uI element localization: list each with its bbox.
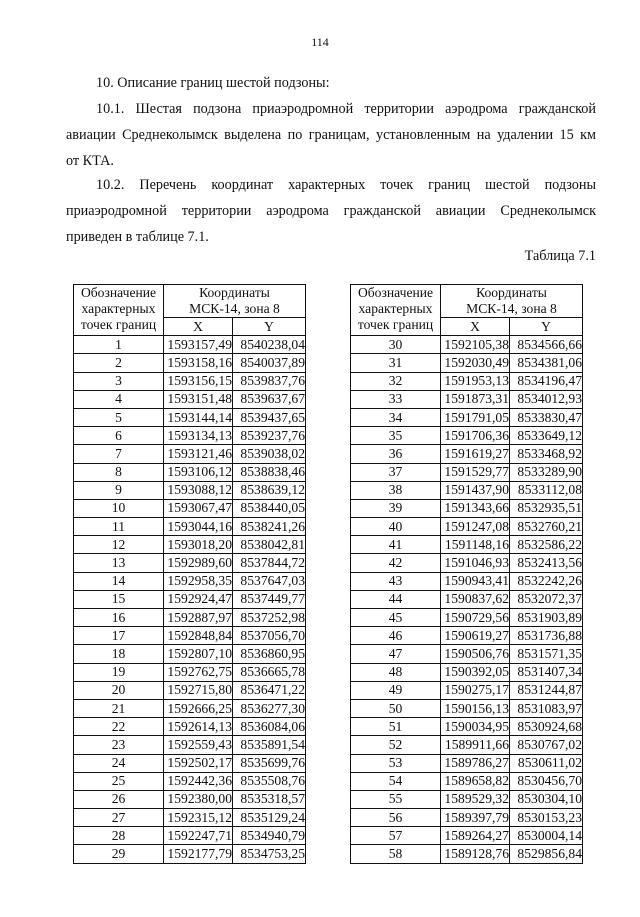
point-number: 43 bbox=[351, 572, 441, 590]
point-number: 54 bbox=[351, 772, 441, 790]
header-name-line: характерных bbox=[81, 301, 156, 316]
point-number: 9 bbox=[74, 481, 164, 499]
coord-y: 8530304,10 bbox=[510, 790, 583, 808]
table-row bbox=[351, 754, 583, 772]
table-row bbox=[74, 499, 306, 517]
header-name-line: точек границ bbox=[357, 317, 434, 332]
coord-y: 8532242,26 bbox=[510, 572, 583, 590]
coord-y: 8530611,02 bbox=[510, 754, 583, 772]
point-number: 2 bbox=[74, 354, 164, 372]
coord-x: 1592177,79 bbox=[164, 845, 233, 863]
coord-y: 8531407,34 bbox=[510, 663, 583, 681]
point-number: 41 bbox=[351, 536, 441, 554]
point-number: 3 bbox=[74, 372, 164, 390]
coord-x: 1591791,05 bbox=[441, 408, 510, 426]
point-number: 14 bbox=[74, 572, 164, 590]
coord-y: 8539837,76 bbox=[233, 372, 306, 390]
table-row bbox=[351, 590, 583, 608]
coord-y: 8536084,06 bbox=[233, 718, 306, 736]
coord-x: 1589911,66 bbox=[441, 736, 510, 754]
coord-x: 1589397,79 bbox=[441, 809, 510, 827]
coord-x: 1591437,90 bbox=[441, 481, 510, 499]
coord-x: 1592315,12 bbox=[164, 809, 233, 827]
coord-x: 1590034,95 bbox=[441, 718, 510, 736]
table-row bbox=[351, 645, 583, 663]
point-number: 20 bbox=[74, 681, 164, 699]
coord-x: 1593088,12 bbox=[164, 481, 233, 499]
coord-x: 1592442,36 bbox=[164, 772, 233, 790]
table-row bbox=[351, 627, 583, 645]
coord-y: 8537647,03 bbox=[233, 572, 306, 590]
table-row bbox=[351, 609, 583, 627]
table-row bbox=[74, 590, 306, 608]
point-number: 31 bbox=[351, 354, 441, 372]
table-row bbox=[74, 408, 306, 426]
header-y: Y bbox=[510, 318, 583, 336]
table-row bbox=[351, 445, 583, 463]
coord-x: 1589264,27 bbox=[441, 827, 510, 845]
point-number: 30 bbox=[351, 336, 441, 354]
table-row bbox=[351, 408, 583, 426]
coord-y: 8530456,70 bbox=[510, 772, 583, 790]
table-row bbox=[74, 772, 306, 790]
coord-y: 8532586,22 bbox=[510, 536, 583, 554]
coord-x: 1593156,15 bbox=[164, 372, 233, 390]
point-number: 16 bbox=[74, 609, 164, 627]
coord-x: 1590392,05 bbox=[441, 663, 510, 681]
point-number: 17 bbox=[74, 627, 164, 645]
header-coords-line: Координаты bbox=[476, 285, 547, 300]
left-table-body bbox=[74, 336, 306, 863]
coord-y: 8532935,51 bbox=[510, 499, 583, 517]
coord-x: 1591343,66 bbox=[441, 499, 510, 517]
coord-y: 8536277,30 bbox=[233, 699, 306, 717]
table-row bbox=[74, 481, 306, 499]
header-name-line: Обозначение bbox=[357, 285, 434, 300]
header-name-line: Обозначение bbox=[80, 285, 157, 300]
table-row bbox=[351, 736, 583, 754]
coord-x: 1592380,00 bbox=[164, 790, 233, 808]
coord-y: 8537449,77 bbox=[233, 590, 306, 608]
table-row bbox=[74, 463, 306, 481]
table-row bbox=[74, 390, 306, 408]
coord-x: 1590506,76 bbox=[441, 645, 510, 663]
coord-x: 1589128,76 bbox=[441, 845, 510, 863]
coord-x: 1592030,49 bbox=[441, 354, 510, 372]
table-row bbox=[74, 572, 306, 590]
header-coords-line: МСК-14, зона 8 bbox=[189, 301, 280, 316]
coord-y: 8530004,14 bbox=[510, 827, 583, 845]
header-coords-line: Координаты bbox=[199, 285, 270, 300]
table-row bbox=[74, 663, 306, 681]
paragraph-line: 10.2. Перечень координат характерных точек границ шестой подзоны bbox=[96, 177, 596, 193]
point-number: 4 bbox=[74, 390, 164, 408]
coord-x: 1593044,16 bbox=[164, 518, 233, 536]
coord-x: 1592715,80 bbox=[164, 681, 233, 699]
coord-y: 8539437,65 bbox=[233, 408, 306, 426]
paragraph-10-1 bbox=[66, 96, 596, 174]
coord-x: 1592848,84 bbox=[164, 627, 233, 645]
coord-x: 1593151,48 bbox=[164, 390, 233, 408]
point-number: 27 bbox=[74, 809, 164, 827]
coord-x: 1591529,77 bbox=[441, 463, 510, 481]
coord-y: 8534196,47 bbox=[510, 372, 583, 390]
point-number: 37 bbox=[351, 463, 441, 481]
coord-y: 8531571,35 bbox=[510, 645, 583, 663]
table-row bbox=[74, 809, 306, 827]
point-number: 34 bbox=[351, 408, 441, 426]
section-heading-text: 10. Описание границ шестой подзоны: bbox=[96, 75, 330, 91]
point-number: 39 bbox=[351, 499, 441, 517]
point-number: 6 bbox=[74, 427, 164, 445]
coord-y: 8536860,95 bbox=[233, 645, 306, 663]
coord-x: 1593157,49 bbox=[164, 336, 233, 354]
point-number: 1 bbox=[74, 336, 164, 354]
point-number: 58 bbox=[351, 845, 441, 863]
table-row bbox=[351, 354, 583, 372]
point-number: 10 bbox=[74, 499, 164, 517]
table-caption: Таблица 7.1 bbox=[524, 248, 596, 264]
coord-x: 1593106,12 bbox=[164, 463, 233, 481]
coord-y: 8531244,87 bbox=[510, 681, 583, 699]
header-x: X bbox=[441, 318, 510, 336]
header-point-name bbox=[74, 285, 164, 336]
coord-x: 1590156,13 bbox=[441, 699, 510, 717]
table-row bbox=[351, 390, 583, 408]
point-number: 44 bbox=[351, 590, 441, 608]
table-row bbox=[351, 718, 583, 736]
coord-x: 1589786,27 bbox=[441, 754, 510, 772]
coord-x: 1592666,25 bbox=[164, 699, 233, 717]
table-row bbox=[351, 572, 583, 590]
table-row bbox=[351, 336, 583, 354]
table-row bbox=[74, 790, 306, 808]
table-row bbox=[351, 518, 583, 536]
point-number: 22 bbox=[74, 718, 164, 736]
coord-y: 8540037,89 bbox=[233, 354, 306, 372]
coord-x: 1592105,38 bbox=[441, 336, 510, 354]
coord-x: 1593134,13 bbox=[164, 427, 233, 445]
coord-y: 8530153,23 bbox=[510, 809, 583, 827]
coord-y: 8530767,02 bbox=[510, 736, 583, 754]
table-row bbox=[351, 699, 583, 717]
table-row bbox=[74, 445, 306, 463]
table-row bbox=[351, 427, 583, 445]
coord-y: 8532413,56 bbox=[510, 554, 583, 572]
point-number: 7 bbox=[74, 445, 164, 463]
table-row bbox=[74, 536, 306, 554]
table-row bbox=[74, 681, 306, 699]
point-number: 18 bbox=[74, 645, 164, 663]
coord-x: 1591873,31 bbox=[441, 390, 510, 408]
coord-x: 1592559,43 bbox=[164, 736, 233, 754]
coord-y: 8529856,84 bbox=[510, 845, 583, 863]
coord-x: 1592762,75 bbox=[164, 663, 233, 681]
table-row bbox=[351, 481, 583, 499]
coord-y: 8535318,57 bbox=[233, 790, 306, 808]
point-number: 35 bbox=[351, 427, 441, 445]
table-row bbox=[351, 790, 583, 808]
point-number: 51 bbox=[351, 718, 441, 736]
table-row bbox=[351, 499, 583, 517]
coord-x: 1593144,14 bbox=[164, 408, 233, 426]
coord-y: 8534012,93 bbox=[510, 390, 583, 408]
point-number: 57 bbox=[351, 827, 441, 845]
coord-x: 1590275,17 bbox=[441, 681, 510, 699]
point-number: 28 bbox=[74, 827, 164, 845]
coord-x: 1592958,35 bbox=[164, 572, 233, 590]
coord-x: 1592924,47 bbox=[164, 590, 233, 608]
point-number: 23 bbox=[74, 736, 164, 754]
coordinates-table-right bbox=[350, 284, 583, 864]
header-name-line: точек границ bbox=[80, 317, 157, 332]
coord-x: 1592614,13 bbox=[164, 718, 233, 736]
paragraph-line: авиации Среднеколымск выделена по границам, установленным на удалении 15 км bbox=[66, 127, 596, 143]
coord-x: 1592887,97 bbox=[164, 609, 233, 627]
header-x: X bbox=[164, 318, 233, 336]
coord-x: 1593018,20 bbox=[164, 536, 233, 554]
header-y: Y bbox=[233, 318, 306, 336]
coord-y: 8530924,68 bbox=[510, 718, 583, 736]
point-number: 12 bbox=[74, 536, 164, 554]
point-number: 55 bbox=[351, 790, 441, 808]
table-row bbox=[351, 554, 583, 572]
coord-x: 1590619,27 bbox=[441, 627, 510, 645]
coord-y: 8534381,06 bbox=[510, 354, 583, 372]
coord-y: 8531736,88 bbox=[510, 627, 583, 645]
coord-x: 1592247,71 bbox=[164, 827, 233, 845]
table-row bbox=[74, 427, 306, 445]
coord-y: 8532760,21 bbox=[510, 518, 583, 536]
coord-y: 8539038,02 bbox=[233, 445, 306, 463]
paragraph-line: приаэродромной территории аэродрома гражданской авиации Среднеколымск bbox=[66, 203, 596, 219]
table-row bbox=[351, 372, 583, 390]
point-number: 42 bbox=[351, 554, 441, 572]
header-coordinates bbox=[164, 285, 306, 318]
table-row bbox=[74, 827, 306, 845]
paragraph-line: от КТА. bbox=[66, 153, 114, 169]
coord-y: 8534566,66 bbox=[510, 336, 583, 354]
coord-x: 1592502,17 bbox=[164, 754, 233, 772]
coord-x: 1591953,13 bbox=[441, 372, 510, 390]
coord-x: 1591046,93 bbox=[441, 554, 510, 572]
point-number: 48 bbox=[351, 663, 441, 681]
table-row bbox=[74, 699, 306, 717]
paragraph-line: приведен в таблице 7.1. bbox=[66, 229, 209, 245]
point-number: 47 bbox=[351, 645, 441, 663]
coord-x: 1590943,41 bbox=[441, 572, 510, 590]
coord-y: 8538042,81 bbox=[233, 536, 306, 554]
point-number: 50 bbox=[351, 699, 441, 717]
coord-y: 8533649,12 bbox=[510, 427, 583, 445]
point-number: 11 bbox=[74, 518, 164, 536]
coord-y: 8537056,70 bbox=[233, 627, 306, 645]
table-row bbox=[74, 845, 306, 863]
coord-x: 1593121,46 bbox=[164, 445, 233, 463]
header-coordinates bbox=[441, 285, 583, 318]
coord-x: 1589658,82 bbox=[441, 772, 510, 790]
point-number: 29 bbox=[74, 845, 164, 863]
point-number: 26 bbox=[74, 790, 164, 808]
coord-x: 1590837,62 bbox=[441, 590, 510, 608]
coord-y: 8536665,78 bbox=[233, 663, 306, 681]
coord-y: 8539237,76 bbox=[233, 427, 306, 445]
table-row bbox=[74, 372, 306, 390]
point-number: 52 bbox=[351, 736, 441, 754]
coord-y: 8539637,67 bbox=[233, 390, 306, 408]
table-row bbox=[351, 463, 583, 481]
right-table-body bbox=[351, 336, 583, 863]
coord-y: 8536471,22 bbox=[233, 681, 306, 699]
coord-y: 8535508,76 bbox=[233, 772, 306, 790]
point-number: 21 bbox=[74, 699, 164, 717]
coord-y: 8533830,47 bbox=[510, 408, 583, 426]
coord-y: 8538838,46 bbox=[233, 463, 306, 481]
point-number: 15 bbox=[74, 590, 164, 608]
table-row bbox=[351, 772, 583, 790]
coord-y: 8537844,72 bbox=[233, 554, 306, 572]
coord-y: 8537252,98 bbox=[233, 609, 306, 627]
point-number: 5 bbox=[74, 408, 164, 426]
point-number: 56 bbox=[351, 809, 441, 827]
coord-y: 8540238,04 bbox=[233, 336, 306, 354]
coord-x: 1591706,36 bbox=[441, 427, 510, 445]
table-row bbox=[74, 754, 306, 772]
coord-x: 1592807,10 bbox=[164, 645, 233, 663]
point-number: 13 bbox=[74, 554, 164, 572]
coord-y: 8535891,54 bbox=[233, 736, 306, 754]
paragraph-line: 10.1. Шестая подзона приаэродромной территории аэродрома гражданской bbox=[96, 101, 596, 117]
point-number: 40 bbox=[351, 518, 441, 536]
point-number: 25 bbox=[74, 772, 164, 790]
coord-y: 8531903,89 bbox=[510, 609, 583, 627]
coord-y: 8538639,12 bbox=[233, 481, 306, 499]
table-row bbox=[74, 718, 306, 736]
table-row bbox=[351, 809, 583, 827]
coord-y: 8533468,92 bbox=[510, 445, 583, 463]
point-number: 36 bbox=[351, 445, 441, 463]
point-number: 32 bbox=[351, 372, 441, 390]
coord-y: 8534753,25 bbox=[233, 845, 306, 863]
coord-x: 1591247,08 bbox=[441, 518, 510, 536]
point-number: 49 bbox=[351, 681, 441, 699]
point-number: 38 bbox=[351, 481, 441, 499]
section-heading bbox=[66, 70, 596, 96]
table-row bbox=[74, 354, 306, 372]
coord-x: 1591148,16 bbox=[441, 536, 510, 554]
table-row bbox=[351, 536, 583, 554]
point-number: 46 bbox=[351, 627, 441, 645]
coord-x: 1590729,56 bbox=[441, 609, 510, 627]
table-row bbox=[74, 554, 306, 572]
table-row bbox=[351, 681, 583, 699]
header-coords-line: МСК-14, зона 8 bbox=[466, 301, 557, 316]
table-row bbox=[74, 645, 306, 663]
coord-y: 8531083,97 bbox=[510, 699, 583, 717]
coord-y: 8538241,26 bbox=[233, 518, 306, 536]
page-number: 114 bbox=[311, 35, 329, 49]
point-number: 24 bbox=[74, 754, 164, 772]
coord-y: 8534940,79 bbox=[233, 827, 306, 845]
coord-y: 8533112,08 bbox=[510, 481, 583, 499]
table-row bbox=[351, 663, 583, 681]
coord-y: 8535699,76 bbox=[233, 754, 306, 772]
coord-y: 8532072,37 bbox=[510, 590, 583, 608]
header-point-name bbox=[351, 285, 441, 336]
paragraph-10-2 bbox=[66, 172, 596, 250]
point-number: 45 bbox=[351, 609, 441, 627]
coord-y: 8535129,24 bbox=[233, 809, 306, 827]
coord-y: 8538440,05 bbox=[233, 499, 306, 517]
coord-x: 1592989,60 bbox=[164, 554, 233, 572]
table-row bbox=[74, 627, 306, 645]
table-row bbox=[74, 609, 306, 627]
point-number: 53 bbox=[351, 754, 441, 772]
coord-x: 1591619,27 bbox=[441, 445, 510, 463]
point-number: 33 bbox=[351, 390, 441, 408]
coord-x: 1593158,16 bbox=[164, 354, 233, 372]
coordinates-table-left bbox=[73, 284, 306, 864]
coord-x: 1593067,47 bbox=[164, 499, 233, 517]
header-name-line: характерных bbox=[358, 301, 433, 316]
point-number: 19 bbox=[74, 663, 164, 681]
table-row bbox=[74, 336, 306, 354]
point-number: 8 bbox=[74, 463, 164, 481]
table-row bbox=[351, 845, 583, 863]
coord-y: 8533289,90 bbox=[510, 463, 583, 481]
table-row bbox=[74, 736, 306, 754]
coord-x: 1589529,32 bbox=[441, 790, 510, 808]
table-row bbox=[351, 827, 583, 845]
table-row bbox=[74, 518, 306, 536]
